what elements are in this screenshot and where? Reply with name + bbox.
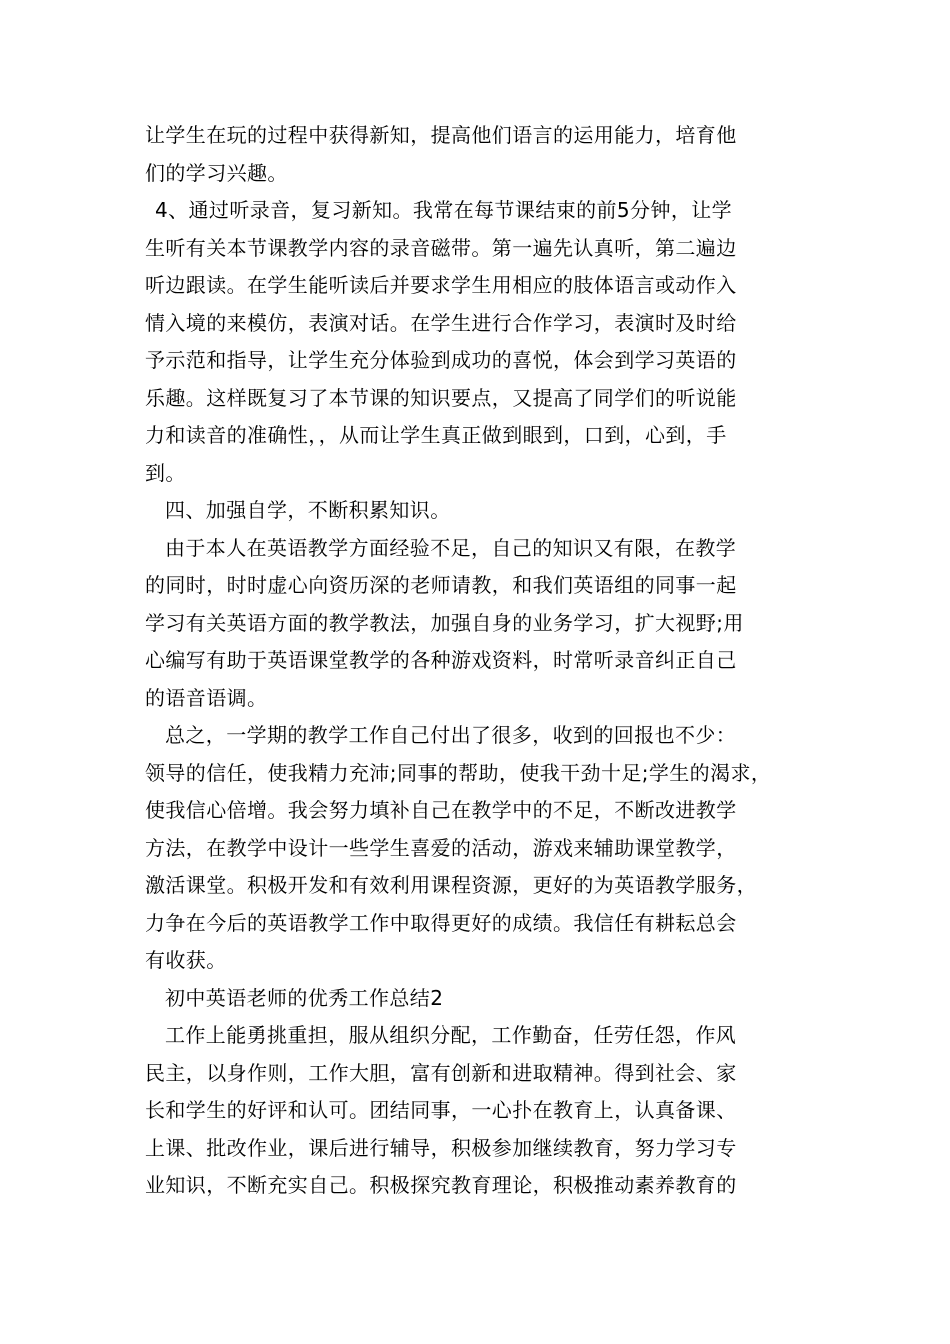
paragraph-summary: 总之，一学期的教学工作自己付出了很多，收到的回报也不少： 领导的信任，使我精力充沛;同事的帮助，使我干劲十足;学生的渴求， 使我信心倍增。我会努力填补自己在教学中的不足，不断改进教学 方法，在教学中设计一些学生喜爱的活动，游戏来辅助课堂教学， 激活课堂。积极开发和有效利用课程资源，更好的为英语教学服务， 力争在今后的英语教学工作中取得更好的成绩。我信任有耕耘总会 有收获。 [145, 723, 772, 972]
section-heading-four: 四、加强自学，不断积累知识。 [165, 498, 451, 522]
document-body [145, 117, 811, 1205]
paragraph-intro-continued: 让学生在玩的过程中获得新知，提高他们语言的运用能力，培育他 们的学习兴趣。 [145, 123, 737, 185]
paragraph-self-study: 由于本人在英语教学方面经验不足，自己的知识又有限，在教学 的同时，时时虚心向资历深的老师请教，和我们英语组的同事一起 学习有关英语方面的教学教法，加强自身的业务学习，扩大视野;用 心编写有助于英语课堂教学的各种游戏资料，时常听录音纠正自己 的语音语调。 [145, 535, 744, 710]
paragraph-point-4: 4、通过听录音，复习新知。我常在每节课结束的前5分钟，让学 生听有关本节课教学内容的录音磁带。第一遍先认真听，第二遍边 听边跟读。在学生能听读后并要求学生用相应的肢体语言或动作入 情入境的来模仿，表演对话。在学生进行合作学习，表演时及时给 予示范和指导，让学生充分体验到成功的喜悦，体会到学习英语的 乐趣。这样既复习了本节课的知识要点，又提高了同学们的听说能 力和读音的准确性，，从而让学生真正做到眼到，口到，心到，手 到。 [145, 198, 737, 485]
paragraph-work-attitude: 工作上能勇挑重担，服从组织分配，工作勤奋，任劳任怨，作风 民主，以身作则，工作大胆，富有创新和进取精神。得到社会、家 长和学生的好评和认可。团结同事，一心扑在教育上，认真备课、 上课、批改作业，课后进行辅导，积极参加继续教育，努力学习专 业知识，不断充实自己。积极探究教育理论，积极推动素养教育的 [145, 1023, 737, 1197]
section-title-summary-2: 初中英语老师的优秀工作总结2 [165, 985, 444, 1010]
